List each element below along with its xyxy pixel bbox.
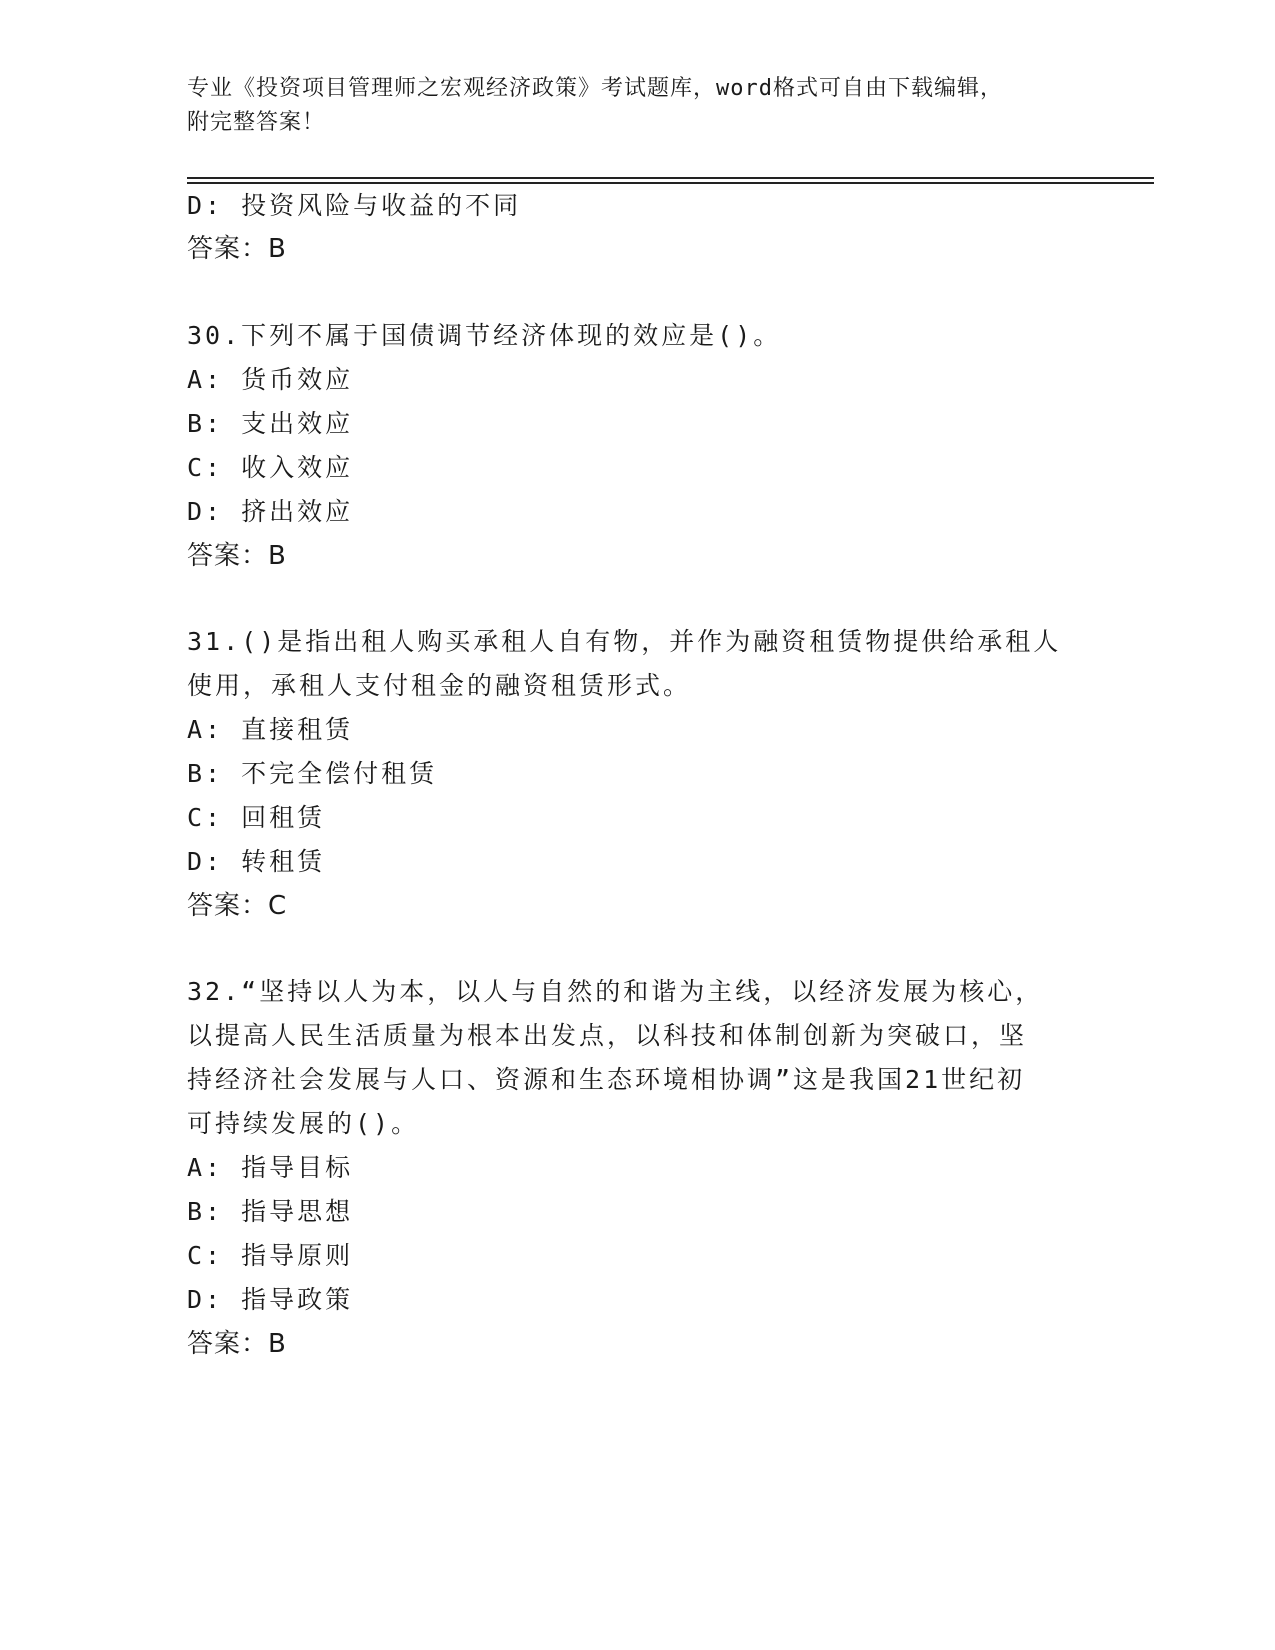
option-c: C: 回租赁 [187,803,326,832]
header-line-2: 附完整答案！ [187,110,326,135]
option-b: B: 支出效应 [187,409,354,438]
question-stem-continued: 使用，承租人支付租金的融资租赁形式。 [187,671,692,700]
question-stem-continued: 可持续发展的()。 [187,1109,420,1138]
option-d: D: 指导政策 [187,1285,354,1314]
answer: 答案：B [187,234,287,264]
option-d: D: 转租赁 [187,847,326,876]
header-line-1: 专业《投资项目管理师之宏观经济政策》考试题库，word格式可自由下载编辑， [187,76,1003,101]
header-divider-bottom [187,182,1154,184]
question-stem-continued: 以提高人民生活质量为根本出发点，以科技和体制创新为突破口，坚 [187,1021,1028,1050]
option-a: A: 直接租赁 [187,715,354,744]
question-stem-continued: 持经济社会发展与人口、资源和生态环境相协调”这是我国21世纪初 [187,1065,1026,1094]
question-stem: 31.()是指出租人购买承租人自有物，并作为融资租赁物提供给承租人 [187,627,1062,656]
option-c: C: 指导原则 [187,1241,354,1270]
option-d: D: 投资风险与收益的不同 [187,191,522,220]
option-c: C: 收入效应 [187,453,354,482]
document-header [187,72,1067,140]
option-b: B: 指导思想 [187,1197,354,1226]
header-divider-top [187,177,1154,179]
option-d: D: 挤出效应 [187,497,354,526]
question-stem: 32.“坚持以人为本，以人与自然的和谐为主线，以经济发展为核心， [187,977,1044,1006]
answer: 答案：B [187,541,287,571]
answer: 答案：B [187,1329,287,1359]
option-a: A: 指导目标 [187,1153,354,1182]
option-b: B: 不完全偿付租赁 [187,759,438,788]
answer: 答案：C [187,891,288,921]
option-a: A: 货币效应 [187,365,354,394]
question-stem: 30.下列不属于国债调节经济体现的效应是()。 [187,321,782,350]
